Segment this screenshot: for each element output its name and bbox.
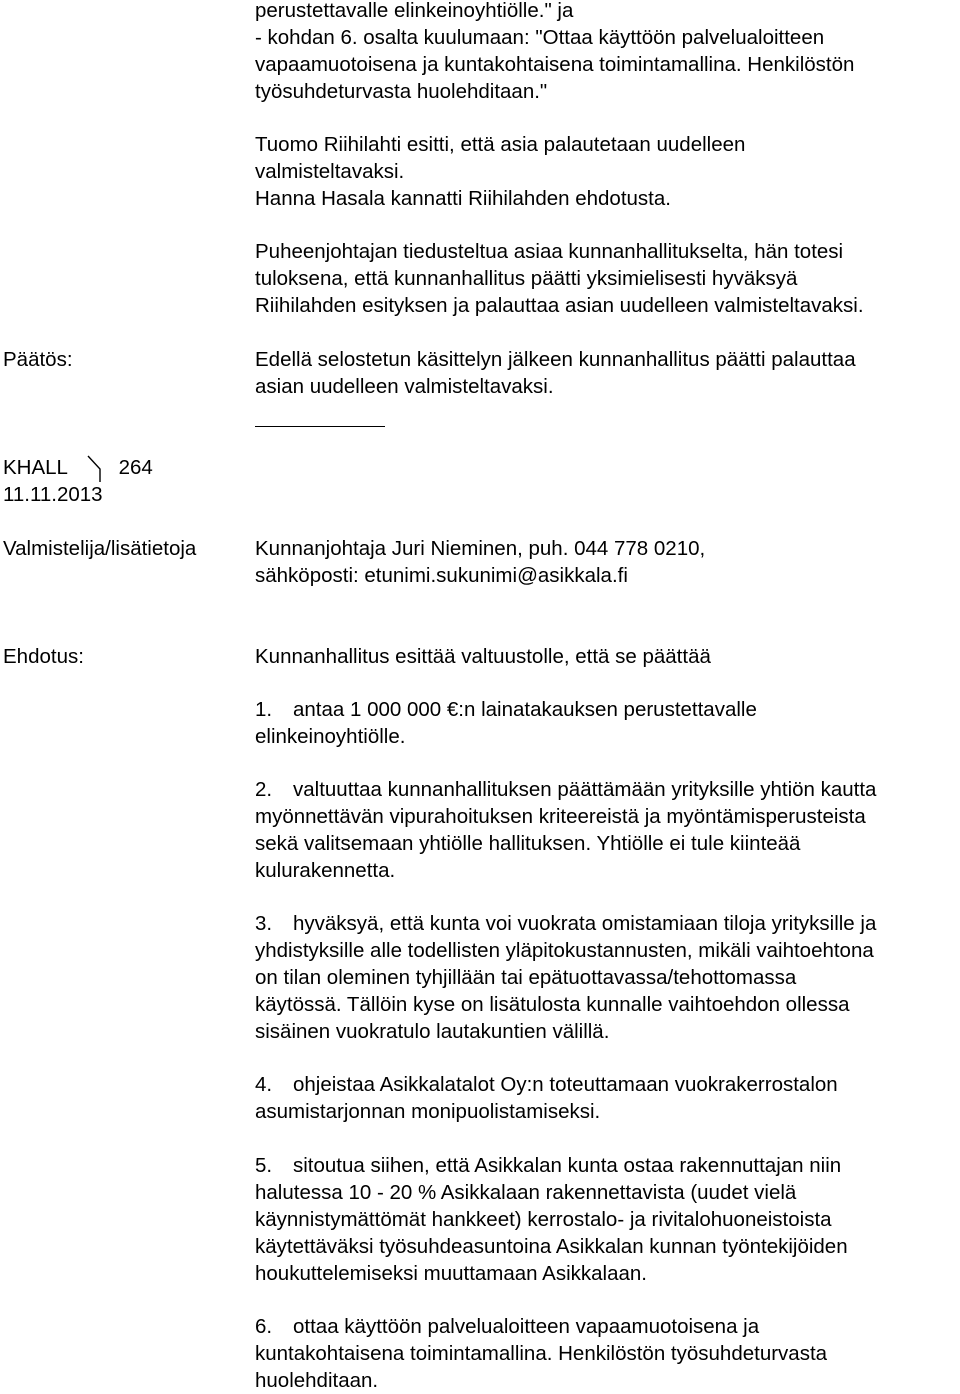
text-line: tuloksena, että kunnanhallitus päätti yksimielisesti hyväksyä	[255, 267, 798, 290]
text-line: asian uudelleen valmisteltavaksi.	[255, 375, 554, 398]
text-line: sekä valitsemaan yhtiölle hallituksen. Yhtiölle ei tule kiinteää	[255, 832, 801, 855]
list-item-first-line	[255, 776, 955, 803]
text-line: elinkeinoyhtiölle.	[255, 725, 406, 748]
text-line: hyväksyä, että kunta voi vuokrata omistamiaan tiloja yrityksille ja	[293, 912, 877, 935]
decision-paragraph	[255, 346, 955, 400]
text-line: sähköposti: etunimi.sukunimi@asikkala.fi	[255, 564, 628, 587]
text-line: Tuomo Riihilahti esitti, että asia palautetaan uudelleen	[255, 133, 746, 156]
list-item-first-line	[255, 1152, 955, 1179]
list-item-first-line	[255, 696, 955, 723]
text-line: käytössä. Tällöin kyse on lisätulosta kunnalle vaihtoehdon ollessa	[255, 993, 850, 1016]
decision-label: Päätös:	[3, 348, 73, 371]
text-line: houkuttelemiseksi muuttamaan Asikkalaan.	[255, 1262, 647, 1285]
proposal-item-6	[255, 1313, 955, 1394]
text-line: Edellä selostetun käsittelyn jälkeen kunnanhallitus päätti palauttaa	[255, 348, 856, 371]
preparer-info	[255, 535, 955, 589]
item-number: 3.	[255, 912, 273, 935]
text-line: kuntakohtaisena toimintamallina. Henkilöstön työsuhdeturvasta	[255, 1342, 828, 1365]
proposal-item-5	[255, 1152, 955, 1287]
item-number: 4.	[255, 1073, 273, 1096]
text-line: valtuuttaa kunnanhallituksen päättämään yrityksille yhtiön kautta	[293, 778, 877, 801]
item-number: 1.	[255, 698, 273, 721]
motion-paragraph	[255, 131, 955, 212]
text-line: Riihilahden esityksen ja palauttaa asian uudelleen valmisteltavaksi.	[255, 294, 864, 317]
text-line: kulurakennetta.	[255, 859, 396, 882]
text-line: ottaa käyttöön palvelualoitteen vapaamuotoisena ja	[293, 1315, 760, 1338]
intro-paragraph	[255, 0, 955, 105]
item-number: 5.	[255, 1154, 273, 1177]
proposal-intro: Kunnanhallitus esittää valtuustolle, että se päättää	[255, 645, 711, 668]
text-line: on tilan oleminen tyhjillään tai epätuottavassa/tehottomassa	[255, 966, 797, 989]
list-item-first-line	[255, 1313, 955, 1340]
text-line: sisäinen vuokratulo lautakuntien välillä.	[255, 1020, 610, 1043]
text-line: vapaamuotoisena ja kuntakohtaisena toimintamallina. Henkilöstön	[255, 53, 855, 76]
text-line: yhdistyksille alle todellisten yläpitokustannusten, mikäli vaihtoehtona	[255, 939, 874, 962]
section-date: 11.11.2013	[3, 483, 103, 506]
text-line: myönnettävän vipurahoituksen kriteereistä ja myöntämisperusteista	[255, 805, 866, 828]
section-header	[3, 454, 153, 481]
section-number: 264	[118, 456, 153, 479]
text-line: asumistarjonnan monipuolistamiseksi.	[255, 1100, 601, 1123]
chair-paragraph	[255, 238, 955, 319]
proposal-label: Ehdotus:	[3, 645, 84, 668]
text-line: sitoutua siihen, että Asikkalan kunta ostaa rakennuttajan niin	[293, 1154, 842, 1177]
proposal-item-2	[255, 776, 955, 884]
preparer-label: Valmistelija/lisätietoja	[3, 537, 197, 560]
text-line: halutessa 10 - 20 % Asikkalaan rakennettavista (uudet vielä	[255, 1181, 797, 1204]
section-code: KHALL	[3, 456, 68, 479]
text-line: työsuhdeturvasta huolehditaan."	[255, 80, 548, 103]
proposal-item-1	[255, 696, 955, 750]
list-item-first-line	[255, 1071, 955, 1098]
text-line: Hanna Hasala kannatti Riihilahden ehdotusta.	[255, 187, 671, 210]
section-divider	[255, 426, 385, 427]
text-line: Puheenjohtajan tiedusteltua asiaa kunnanhallitukselta, hän totesi	[255, 240, 844, 263]
proposal-item-4	[255, 1071, 955, 1125]
text-line: antaa 1 000 000 €:n lainatakauksen perustettavalle	[293, 698, 757, 721]
section-mark-icon	[87, 455, 117, 483]
text-line: - kohdan 6. osalta kuulumaan: "Ottaa käyttöön palvelualoitteen	[255, 26, 825, 49]
text-line: perustettavalle elinkeinoyhtiölle." ja	[255, 0, 574, 22]
item-number: 6.	[255, 1315, 273, 1338]
item-number: 2.	[255, 778, 273, 801]
text-line: ohjeistaa Asikkalatalot Oy:n toteuttamaan vuokrakerrostalon	[293, 1073, 838, 1096]
list-item-first-line	[255, 910, 955, 937]
text-line: käynnistymättömät hankkeet) kerrostalo- ja rivitalohuoneistoista	[255, 1208, 832, 1231]
text-line: valmisteltavaksi.	[255, 160, 405, 183]
proposal-item-3	[255, 910, 955, 1045]
text-line: huolehditaan.	[255, 1369, 379, 1392]
text-line: Kunnanjohtaja Juri Nieminen, puh. 044 778 0210,	[255, 537, 706, 560]
text-line: käytettäväksi työsuhdeasuntoina Asikkalan kunnan työntekijöiden	[255, 1235, 848, 1258]
